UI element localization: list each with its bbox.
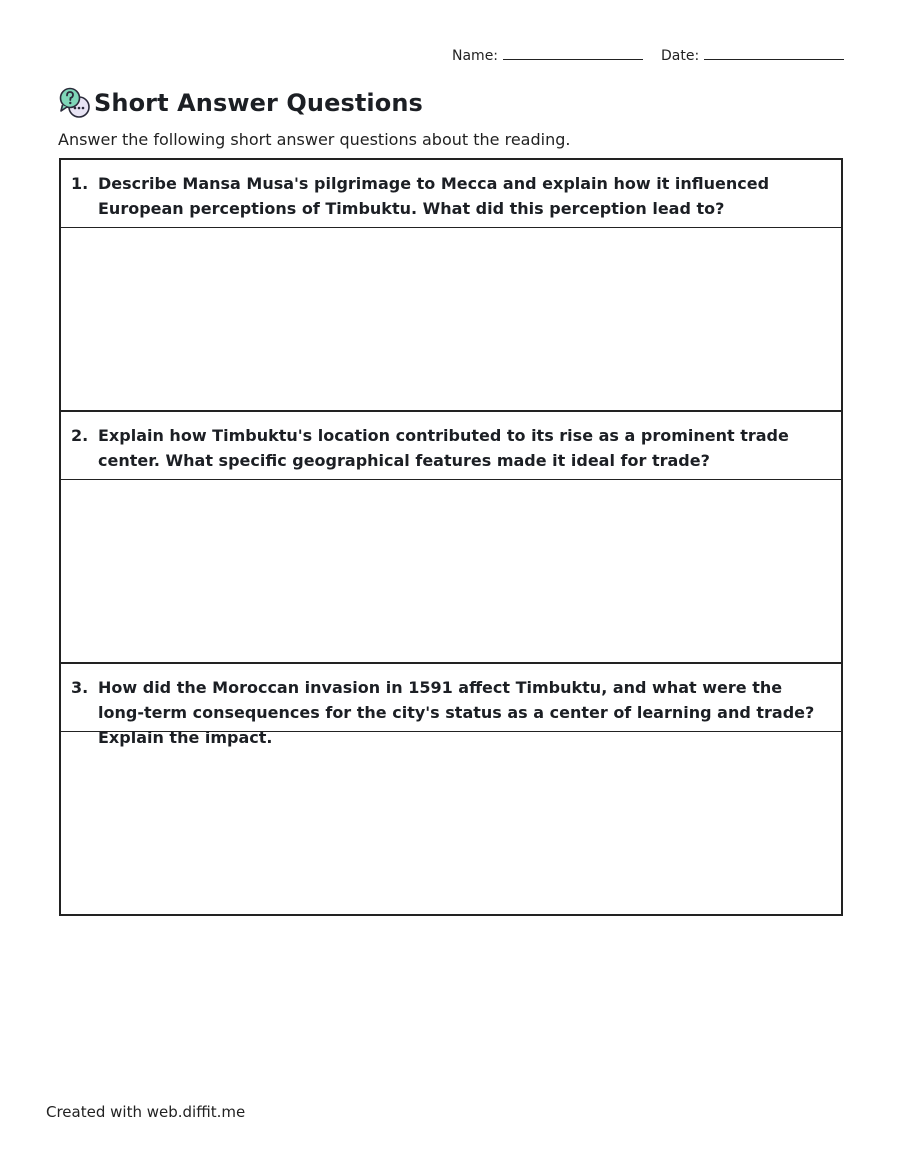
- questions-table: [59, 158, 843, 916]
- question-text: Explain how Timbuktu's location contributed to its rise as a prominent trade center. What specific geographical features made it ideal for trade?: [98, 426, 789, 470]
- date-label: Date:: [661, 48, 700, 64]
- question-text: How did the Moroccan invasion in 1591 affect Timbuktu, and what were the long-term consequences for the city's status as a center of learning and trade? Explain the impact.: [98, 678, 815, 747]
- question-text: Describe Mansa Musa's pilgrimage to Mecca and explain how it influenced European perceptions of Timbuktu. What did this perception lead to?: [98, 174, 770, 218]
- question-block-1: [61, 160, 841, 412]
- answer-area-2[interactable]: [61, 480, 841, 662]
- name-label: Name:: [452, 48, 499, 64]
- question-number: 1.: [71, 174, 89, 193]
- title-row: [58, 86, 423, 120]
- instructions: Answer the following short answer questions about the reading.: [58, 130, 571, 149]
- question-header: [61, 664, 841, 747]
- question-speech-bubbles-icon: [58, 86, 92, 120]
- question-header: [61, 160, 841, 228]
- question-number: 2.: [71, 426, 89, 445]
- question-header: [61, 412, 841, 480]
- name-line[interactable]: [503, 58, 643, 60]
- date-line[interactable]: [704, 58, 844, 60]
- footer-credit: Created with web.diffit.me: [46, 1103, 246, 1121]
- answer-area-3[interactable]: [61, 732, 841, 914]
- date-field[interactable]: [661, 48, 844, 64]
- header-fields: [452, 44, 842, 64]
- question-number: 3.: [71, 678, 89, 697]
- answer-area-1[interactable]: [61, 228, 841, 410]
- question-block-3: [61, 664, 841, 914]
- question-block-2: [61, 412, 841, 664]
- name-field[interactable]: [452, 48, 643, 64]
- page-title: Short Answer Questions: [94, 89, 423, 117]
